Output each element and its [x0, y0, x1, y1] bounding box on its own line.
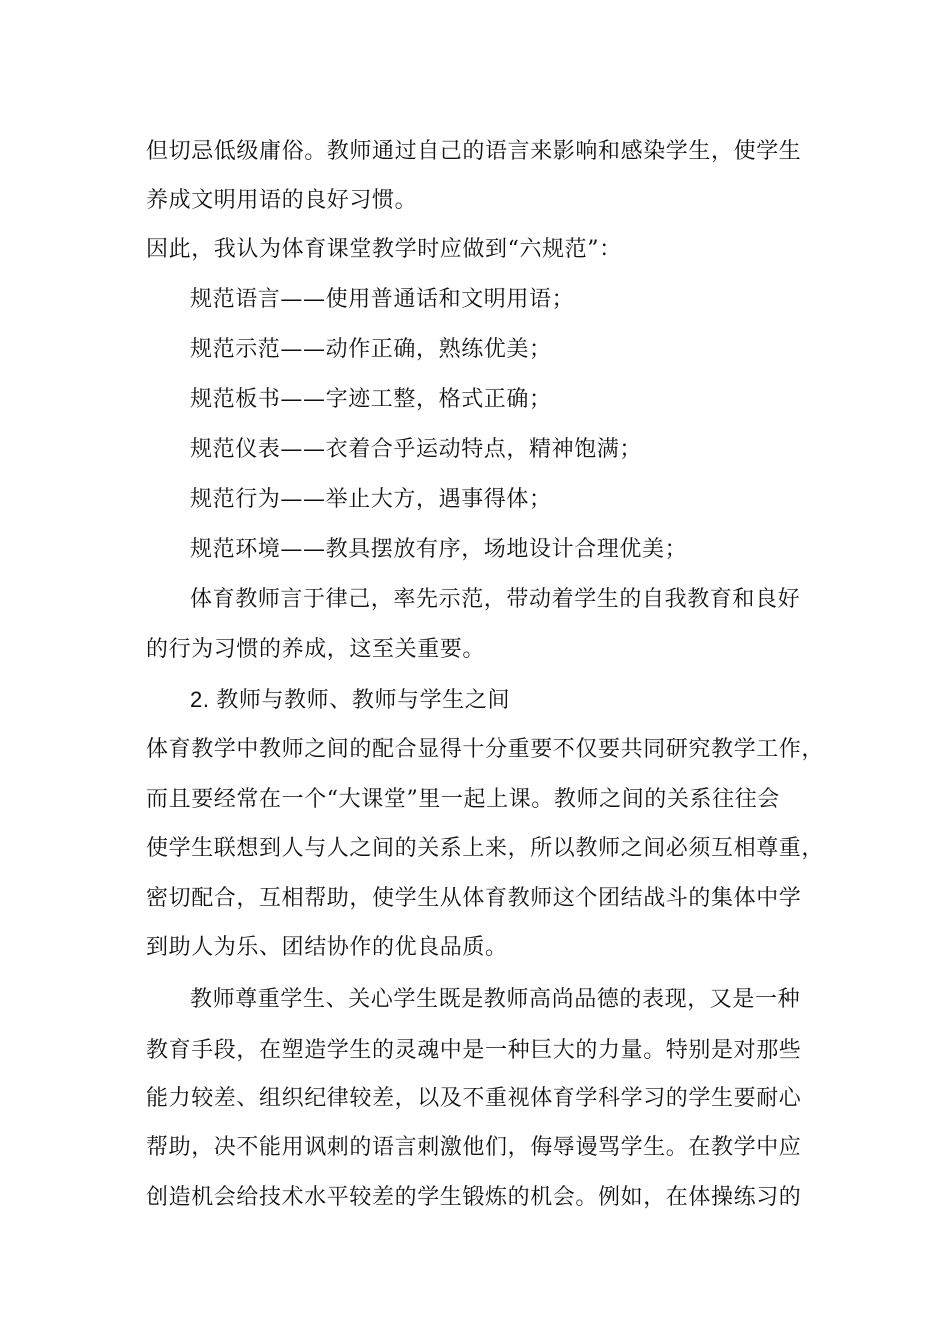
paragraph-line: 使学生联想到人与人之间的关系上来，所以教师之间必须互相尊重， [146, 836, 825, 861]
paragraph-line: 而且要经常在一个“大课堂”里一起上课。教师之间的关系往往会 [146, 787, 780, 812]
paragraph-line: 体育教学中教师之间的配合显得十分重要不仅要共同研究教学工作， [146, 737, 825, 762]
paragraph-line: 能力较差、组织纪律较差，以及不重视体育学科学习的学生要耐心 [146, 1086, 802, 1111]
list-item: 规范环境——教具摆放有序，场地设计合理优美； [190, 537, 688, 562]
list-item: 规范行为——举止大方，遇事得体； [190, 487, 552, 512]
list-item: 规范示范——动作正确，熟练优美； [190, 337, 552, 362]
paragraph-line: 帮助，决不能用讽刺的语言刺激他们，侮辱谩骂学生。在教学中应 [146, 1135, 802, 1160]
list-item: 规范语言——使用普通话和文明用语； [190, 287, 575, 312]
paragraph-line: 因此，我认为体育课堂教学时应做到“六规范”： [146, 237, 622, 262]
paragraph-line: 体育教师言于律己，率先示范，带动着学生的自我教育和良好 [190, 587, 801, 612]
paragraph-line: 密切配合，互相帮助，使学生从体育教师这个团结战斗的集体中学 [146, 886, 802, 911]
list-item: 规范仪表——衣着合乎运动特点，精神饱满； [190, 437, 643, 462]
paragraph-line: 但切忌低级庸俗。教师通过自己的语言来影响和感染学生，使学生 [146, 139, 802, 164]
paragraph-line: 养成文明用语的良好习惯。 [146, 188, 418, 213]
paragraph-line: 的行为习惯的养成，这至关重要。 [146, 637, 486, 662]
paragraph-line: 教师尊重学生、关心学生既是教师高尚品德的表现，又是一种 [190, 987, 801, 1012]
list-item: 规范板书——字迹工整，格式正确； [190, 387, 552, 412]
paragraph-line: 教育手段，在塑造学生的灵魂中是一种巨大的力量。特别是对那些 [146, 1038, 802, 1063]
paragraph-line: 创造机会给技术水平较差的学生锻炼的机会。例如，在体操练习的 [146, 1185, 802, 1210]
paragraph-line: 到助人为乐、团结协作的优良品质。 [146, 935, 508, 960]
section-heading: 2. 教师与教师、教师与学生之间 [190, 687, 511, 712]
